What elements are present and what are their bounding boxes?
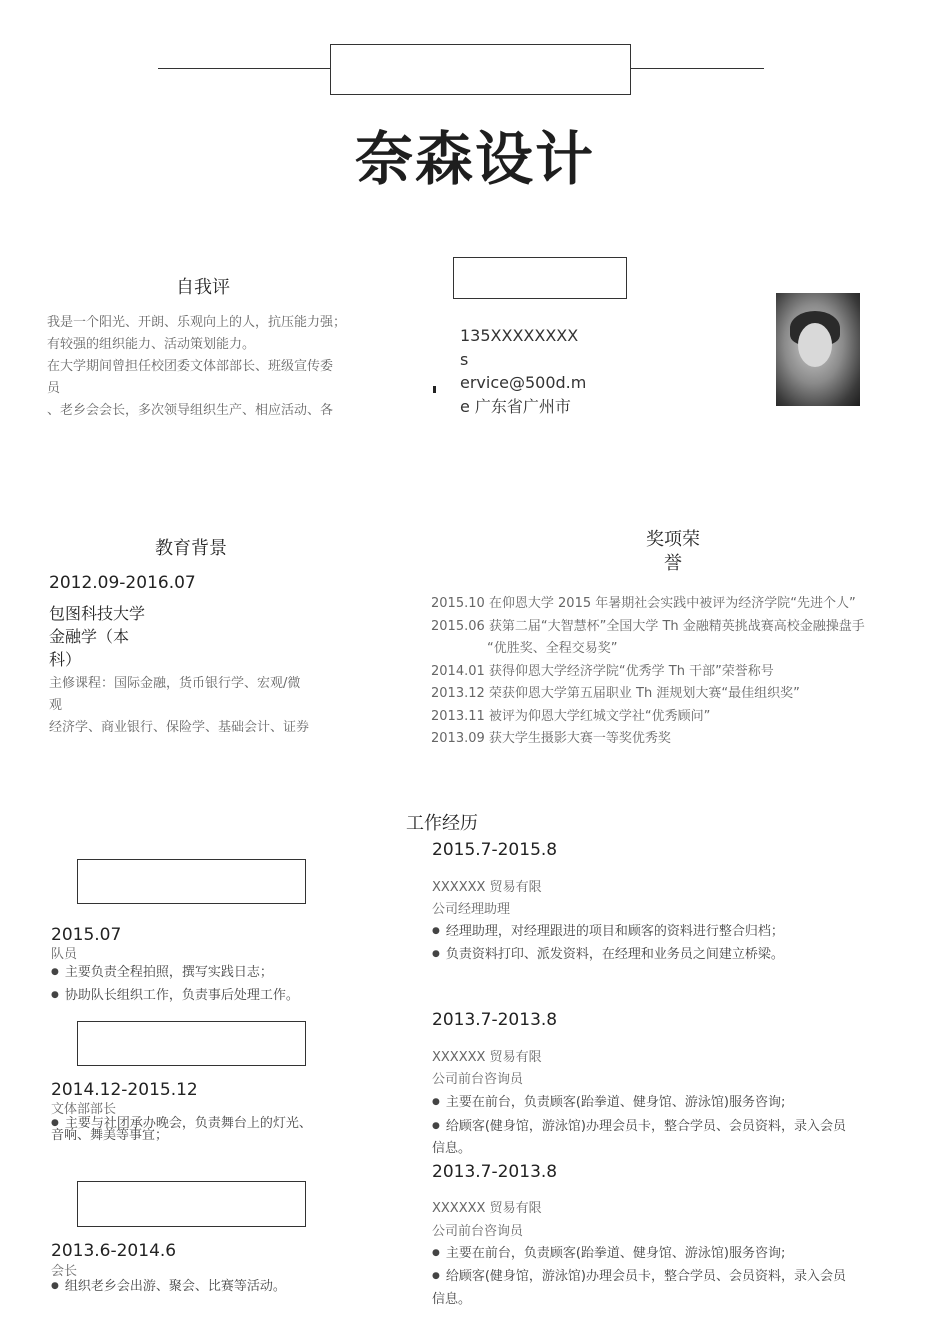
activity-bullet: ● 组织老乡会出游、聚会、比赛等活动。 <box>51 1275 351 1298</box>
self-eval-line: 我是一个阳光、开朗、乐观向上的人，抗压能力强； <box>47 315 347 330</box>
activity-bullets <box>51 961 351 1003</box>
header-name-box <box>330 44 631 95</box>
activity-date: 2015.07 <box>51 925 122 945</box>
job-bullet: ● 给顾客(健身馆，游泳馆)办理会员卡，整合学员、会员资料，录入会员 <box>432 1265 902 1288</box>
contact-address: e 广东省广州市 <box>460 396 571 416</box>
award-item: 2015.10 在仰恩大学 2015 年暑期社会实践中被评为经济学院“先进个人” <box>431 596 856 611</box>
activity-date: 2013.6-2014.6 <box>51 1241 177 1261</box>
activity-role: 文体部部长 <box>51 1102 117 1117</box>
job-position: 公司前台咨询员 <box>432 1072 524 1087</box>
page-title: 奈森设计 <box>354 125 595 193</box>
self-eval-line: 在大学期间曾担任校团委文体部部长、班级宣传委 <box>47 359 334 374</box>
work-heading: 工作经历 <box>406 813 478 834</box>
activity-date: 2014.12-2015.12 <box>51 1080 198 1100</box>
job-bullets <box>432 1242 902 1307</box>
self-eval-heading-clip <box>150 270 270 298</box>
activity-org-box <box>77 1021 306 1066</box>
header-rule-right <box>630 68 764 69</box>
courses-line: 观 <box>49 698 63 713</box>
contact-email-part: s <box>460 349 469 369</box>
education-period: 2012.09-2016.07 <box>49 573 196 593</box>
courses-line: 经济学、商业银行、保险学、基础会计、证券 <box>49 720 310 735</box>
contact-heading-box <box>453 257 627 299</box>
award-item: 2014.01 获得仰恩大学经济学院“优秀学 Th 干部”荣誉称号 <box>431 663 774 679</box>
activity-role: 队员 <box>51 947 78 962</box>
education-heading: 教育背景 <box>155 538 227 559</box>
self-eval-line: 、老乡会会长，多次领导组织生产、相应活动、各 <box>47 403 334 418</box>
education-courses <box>49 673 359 735</box>
job-period: 2013.7-2013.8 <box>432 1010 558 1030</box>
education-school <box>49 602 145 671</box>
contact-bullet-mark <box>433 386 436 393</box>
awards-list <box>431 593 911 746</box>
awards-heading <box>630 528 716 576</box>
activity-bullet: ● 协助队长组织工作，负责事后处理工作。 <box>51 984 351 1007</box>
job-position: 公司前台咨询员 <box>432 1224 524 1239</box>
activity-bullet: ● 主要负责全程拍照，撰写实践日志； <box>51 961 351 984</box>
photo-face-shape <box>798 323 832 367</box>
job-bullet: ● 经理助理，对经理跟进的项目和顾客的资料进行整合归档； <box>432 920 902 943</box>
school-name: 包图科技大学 <box>49 604 146 623</box>
award-item: 2013.11 被评为仰恩大学红城文学社“优秀顾问” <box>431 708 711 724</box>
self-eval-heading: 自我评 <box>176 277 230 298</box>
self-eval-text <box>47 312 377 418</box>
job-bullet: ● 负责资料打印、派发资料，在经理和业务员之间建立桥梁。 <box>432 943 902 966</box>
job-company: XXXXXX 贸易有限 <box>432 1201 542 1216</box>
major-line: 金融学（本 <box>49 627 130 646</box>
self-eval-line: 员 <box>47 381 61 396</box>
awards-heading-line: 奖项荣 <box>646 529 700 550</box>
activity-bullets <box>51 1117 351 1142</box>
profile-photo <box>776 293 860 406</box>
self-eval-line: 有较强的组织能力、活动策划能力。 <box>47 337 256 352</box>
job-position: 公司经理助理 <box>432 902 511 917</box>
activity-bullet: ● 主要与社团承办晚会，负责舞台上的灯光、 <box>51 1117 351 1130</box>
award-item: 2015.06 获第二届“大智慧杯”全国大学 Th 金融精英挑战赛高校金融操盘手 <box>431 618 865 634</box>
award-item: “优胜奖、全程交易奖” <box>487 641 618 656</box>
job-company: XXXXXX 贸易有限 <box>432 880 542 895</box>
job-period: 2013.7-2013.8 <box>432 1162 558 1182</box>
activity-org-box <box>77 859 306 904</box>
job-bullet: ● 主要在前台，负责顾客(跆拳道、健身馆、游泳馆)服务咨询; <box>432 1091 902 1115</box>
major-line: 科） <box>49 650 82 669</box>
job-bullet: ● 给顾客(健身馆，游泳馆)办理会员卡，整合学员、会员资料，录入会员 <box>432 1115 902 1139</box>
award-item: 2013.09 获大学生摄影大赛一等奖优秀奖 <box>431 731 671 746</box>
job-period: 2015.7-2015.8 <box>432 840 558 860</box>
job-bullet: ● 主要在前台，负责顾客(跆拳道、健身馆、游泳馆)服务咨询; <box>432 1242 902 1265</box>
contact-info <box>460 324 586 418</box>
job-company: XXXXXX 贸易有限 <box>432 1050 542 1065</box>
activity-org-box <box>77 1181 306 1227</box>
activity-role: 会长 <box>51 1264 78 1279</box>
header-rule-left <box>158 68 330 69</box>
courses-line: 主修课程：国际金融，货币银行学、宏观/微 <box>49 676 301 691</box>
contact-email-part: ervice@500d.m <box>460 373 587 392</box>
job-bullets <box>432 920 902 962</box>
awards-heading-line: 誉 <box>664 553 682 574</box>
activity-bullets <box>51 1279 351 1294</box>
job-bullet-cont: 信息。 <box>432 1292 472 1307</box>
job-bullets <box>432 1091 902 1161</box>
contact-phone: 135XXXXXXXX <box>460 326 579 345</box>
award-item: 2013.12 荣获仰恩大学第五届职业 Th 涯规划大赛“最佳组织奖” <box>431 686 800 701</box>
job-bullet-cont: 信息。 <box>432 1141 472 1156</box>
activity-bullet-cont: 音响、舞美等事宜； <box>51 1128 169 1143</box>
